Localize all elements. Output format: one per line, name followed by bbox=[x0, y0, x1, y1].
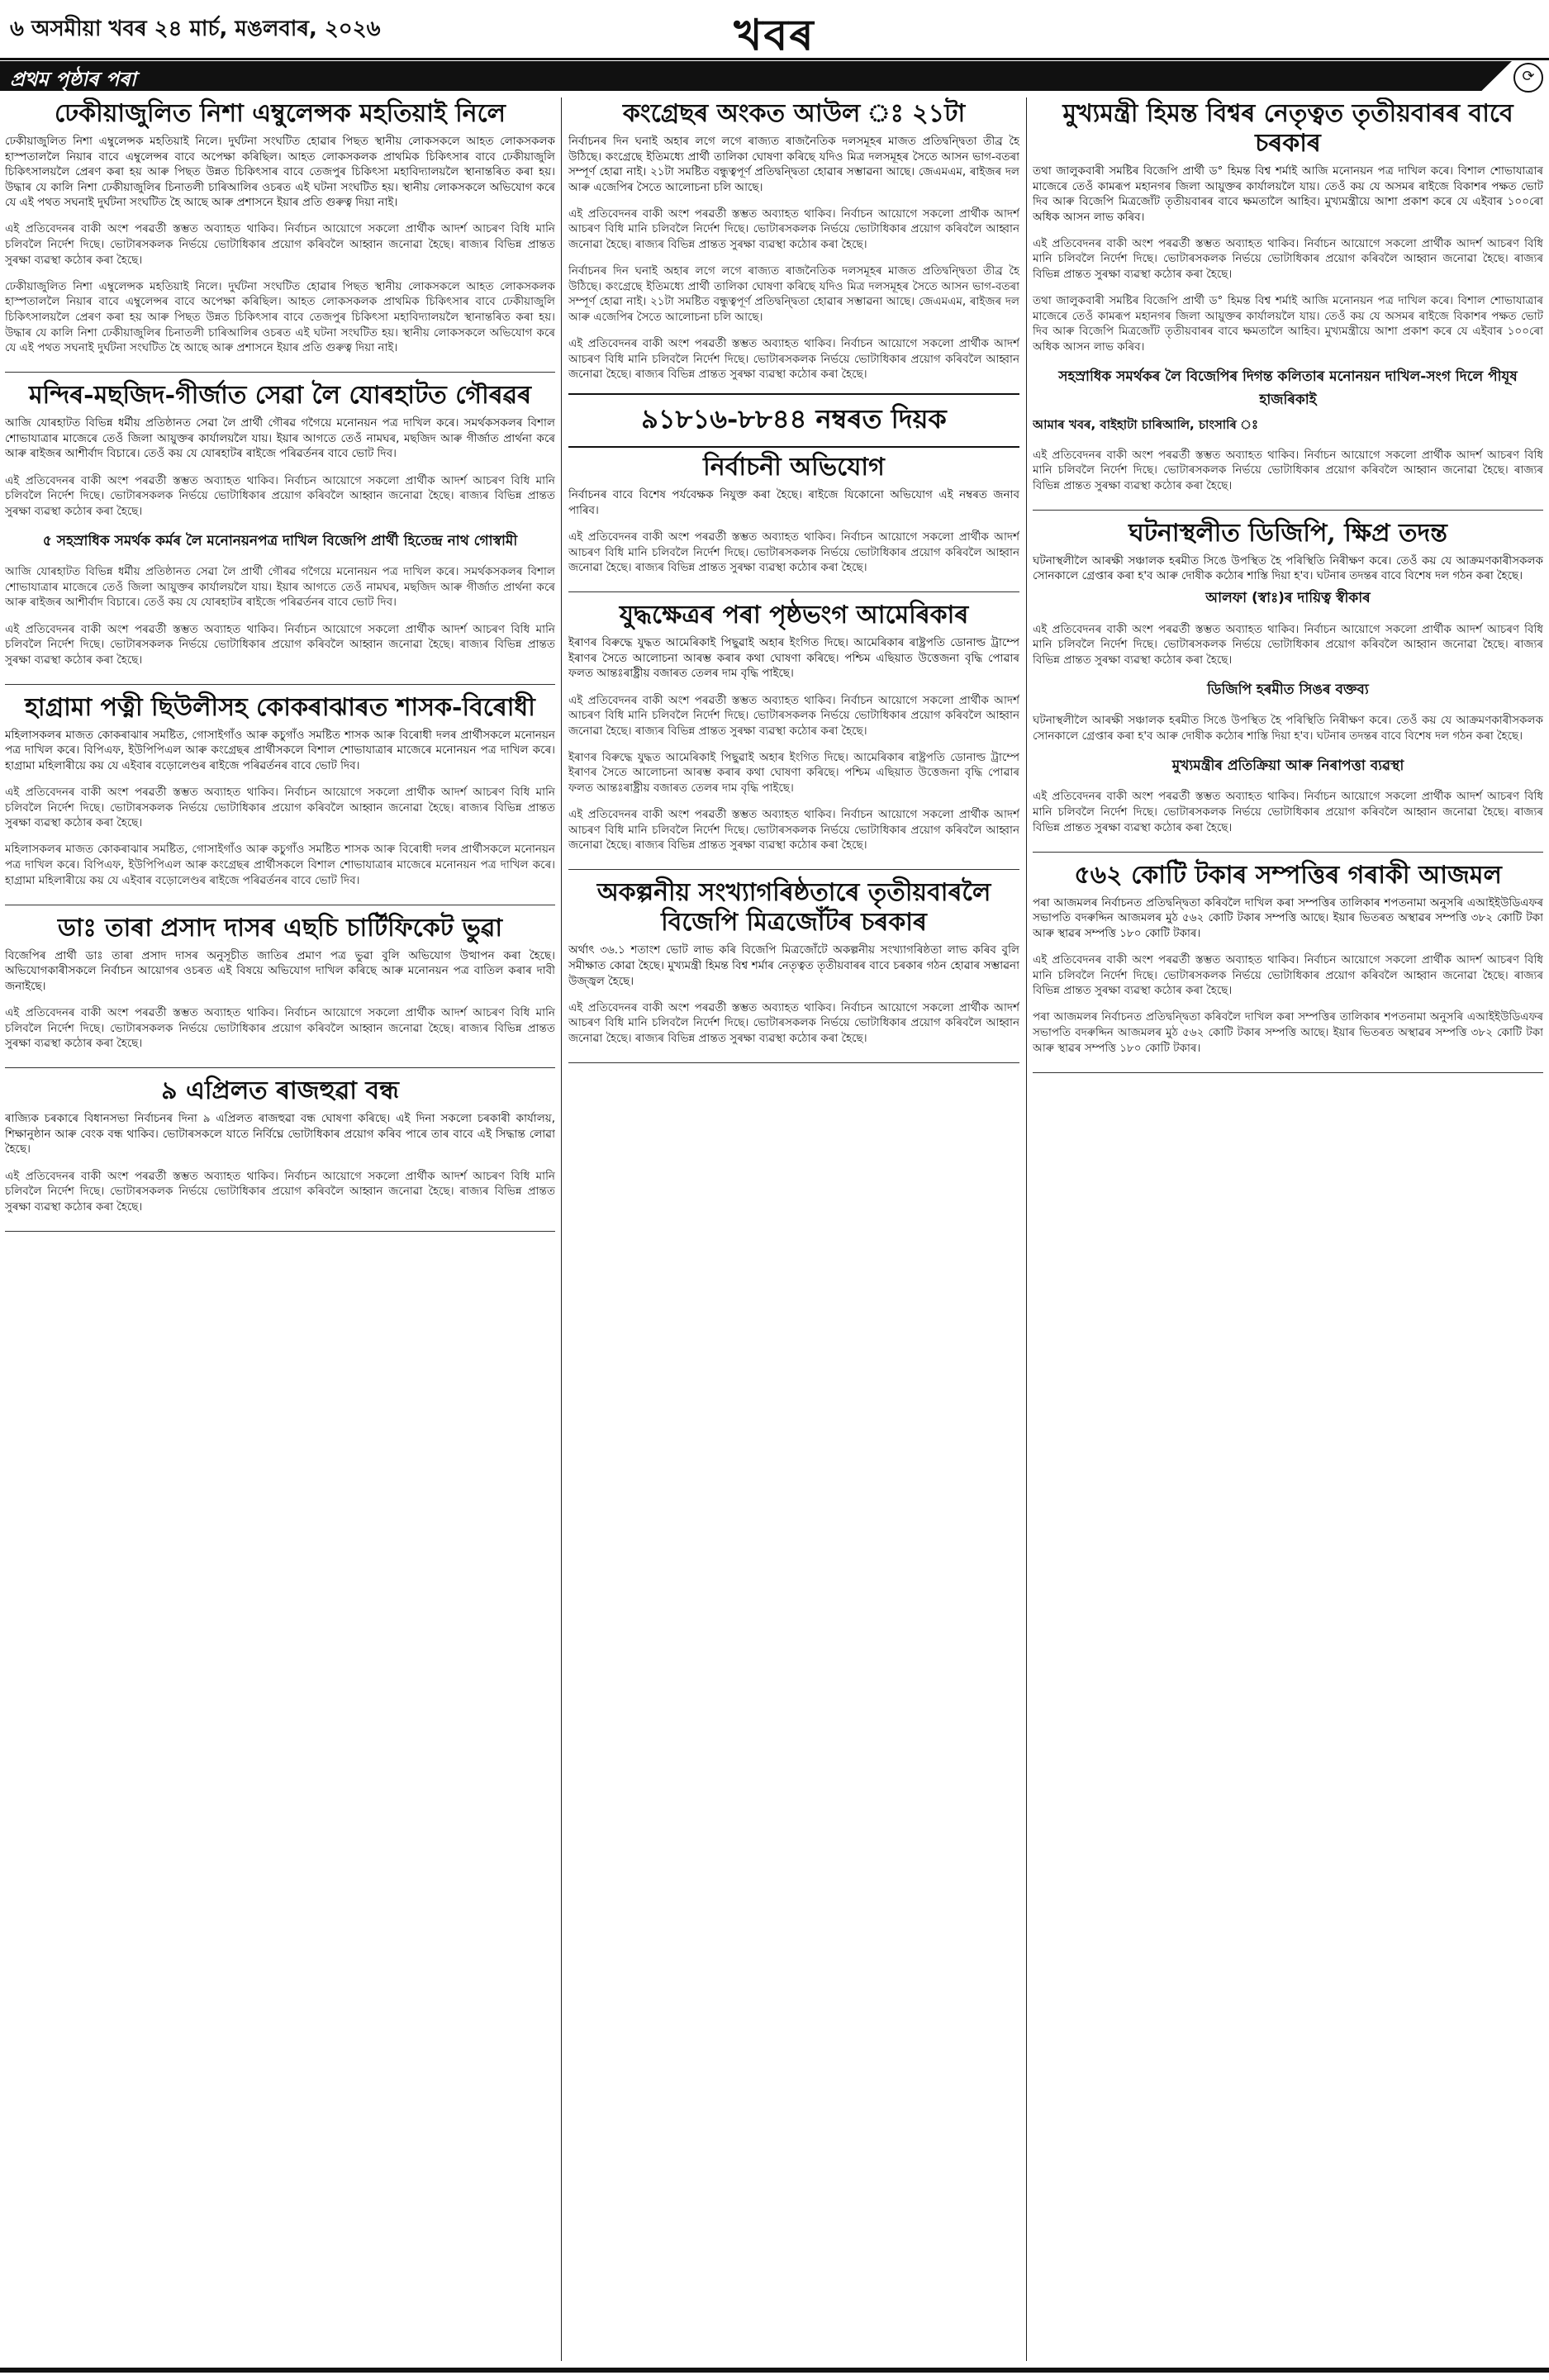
headline: যুদ্ধক্ষেত্ৰৰ পৰা পৃষ্ঠভংগ আমেৰিকাৰ bbox=[619, 601, 969, 630]
article-body-continued: এই প্ৰতিবেদনৰ বাকী অংশ পৰৱৰ্তী স্তম্ভত অব্যাহত থাকিব। নিৰ্বাচন আয়োগে সকলো প্ৰাৰ্থীক আদৰ্শ আচৰণ বিধি মানি চলিবলৈ নিৰ্দেশ দিছে। ভোটাৰসকলক নিৰ্ভয়ে ভোটাধিকাৰ প্ৰয়োগ কৰিবলৈ আহ্বান জনোৱা হৈছে। ৰাজ্যৰ বিভিন্ন প্ৰান্তত সুৰক্ষা ব্যৱস্থা কঠোৰ কৰা হৈছে। bbox=[1033, 236, 1543, 282]
article-body-continued: এই প্ৰতিবেদনৰ বাকী অংশ পৰৱৰ্তী স্তম্ভত অব্যাহত থাকিব। নিৰ্বাচন আয়োগে সকলো প্ৰাৰ্থীক আদৰ্শ আচৰণ বিধি মানি চলিবলৈ নিৰ্দেশ দিছে। ভোটাৰসকলক নিৰ্ভয়ে ভোটাধিকাৰ প্ৰয়োগ কৰিবলৈ আহ্বান জনোৱা হৈছে। ৰাজ্যৰ বিভিন্ন প্ৰান্তত সুৰক্ষা ব্যৱস্থা কঠোৰ কৰা হৈছে। bbox=[568, 530, 1019, 575]
headline: মন্দিৰ-মছজিদ-গীৰ্জাত সেৱা লৈ যোৰহাটত গৌৰৱৰ bbox=[28, 381, 532, 411]
subheading: আলফা (স্বাঃ)ৰ দায়িত্ব স্বীকাৰ bbox=[1205, 590, 1371, 606]
section-banner bbox=[0, 61, 1537, 91]
column-divider bbox=[561, 97, 562, 2361]
article-body-continued: এই প্ৰতিবেদনৰ বাকী অংশ পৰৱৰ্তী স্তম্ভত অব্যাহত থাকিব। নিৰ্বাচন আয়োগে সকলো প্ৰাৰ্থীক আদৰ্শ আচৰণ বিধি মানি চলিবলৈ নিৰ্দেশ দিছে। ভোটাৰসকলক নিৰ্ভয়ে ভোটাধিকাৰ প্ৰয়োগ কৰিবলৈ আহ্বান জনোৱা হৈছে। ৰাজ্যৰ বিভিন্ন প্ৰান্তত সুৰক্ষা ব্যৱস্থা কঠোৰ কৰা হৈছে। bbox=[568, 693, 1019, 738]
subheading: সহস্ৰাধিক সমৰ্থকৰ লৈ বিজেপিৰ দিগন্ত কলিতাৰ মনোনয়ন দাখিল-সংগ দিলে পীযূষ হাজৰিকাই bbox=[1058, 368, 1518, 409]
article-body-continued: ঢেকীয়াজুলিত নিশা এম্বুলেন্সক মহতিয়াই নিলে। দুৰ্ঘটনা সংঘটিত হোৱাৰ পিছত স্থানীয় লোকসকলে আহত লোকসকলক হাস্পতাললৈ নিয়াৰ বাবে এম্বুলেন্সৰ বাবে অপেক্ষা কৰিছিল। আহত লোকসকলক প্ৰাথমিক চিকিৎসাৰ বাবে ঢেকীয়াজুলি চিকিৎসালয়লৈ প্ৰেৰণ কৰা হয় আৰু পিছত উন্নত চিকিৎসাৰ বাবে তেজপুৰ চিকিৎসা মহাবিদ্যালয়লৈ স্থানান্তৰিত কৰা হয়। উদ্ধাৰ যে কালি নিশা ঢেকীয়াজুলিৰ চিনাতলী চাৰিআলিৰ ওচৰত এই ঘটনা সংঘটিত হয়। স্থানীয় লোকসকলে অভিযোগ কৰে যে এই পথত সঘনাই দুৰ্ঘটনা সংঘটিত হৈ আছে আৰু প্ৰশাসনে ইয়াৰ প্ৰতি গুৰুত্ব দিয়া নাই। bbox=[5, 279, 555, 355]
article-body-continued: এই প্ৰতিবেদনৰ বাকী অংশ পৰৱৰ্তী স্তম্ভত অব্যাহত থাকিব। নিৰ্বাচন আয়োগে সকলো প্ৰাৰ্থীক আদৰ্শ আচৰণ বিধি মানি চলিবলৈ নিৰ্দেশ দিছে। ভোটাৰসকলক নিৰ্ভয়ে ভোটাধিকাৰ প্ৰয়োগ কৰিবলৈ আহ্বান জনোৱা হৈছে। ৰাজ্যৰ বিভিন্ন প্ৰান্তত সুৰক্ষা ব্যৱস্থা কঠোৰ কৰা হৈছে। bbox=[568, 337, 1019, 382]
article-jorhat bbox=[5, 381, 555, 685]
article-dgp-investigation bbox=[1033, 519, 1543, 853]
article-body: আজি যোৰহাটত বিভিন্ন ধৰ্মীয় প্ৰতিষ্ঠানত সেৱা লৈ প্ৰাৰ্থী গৌৰৱ গগৈয়ে মনোনয়ন পত্ৰ দাখিল কৰে। সমৰ্থকসকলৰ বিশাল শোভাযাত্ৰাৰ মাজেৰে তেওঁ জিলা আয়ুক্তৰ কাৰ্যালয়লৈ যায়। ইয়াৰ আগতে তেওঁ নামঘৰ, মছজিদ আৰু গীৰ্জাত প্ৰাৰ্থনা কৰে আৰু ৰাইজৰ আশীৰ্বাদ বিচাৰে। তেওঁ কয় যে যোৰহাটৰ ৰাইজে পৰিৱৰ্তনৰ বাবে ভোট দিব। bbox=[5, 416, 555, 461]
article-body: ঢেকীয়াজুলিত নিশা এম্বুলেন্সক মহতিয়াই নিলে। দুৰ্ঘটনা সংঘটিত হোৱাৰ পিছত স্থানীয় লোকসকলে আহত লোকসকলক হাস্পতাললৈ নিয়াৰ বাবে এম্বুলেন্সৰ বাবে অপেক্ষা কৰিছিল। আহত লোকসকলক প্ৰাথমিক চিকিৎসাৰ বাবে ঢেকীয়াজুলি চিকিৎসালয়লৈ প্ৰেৰণ কৰা হয় আৰু পিছত উন্নত চিকিৎসাৰ বাবে তেজপুৰ চিকিৎসা মহাবিদ্যালয়লৈ স্থানান্তৰিত কৰা হয়। উদ্ধাৰ যে কালি নিশা ঢেকীয়াজুলিৰ চিনাতলী চাৰিআলিৰ ওচৰত এই ঘটনা সংঘটিত হয়। স্থানীয় লোকসকলে অভিযোগ কৰে যে এই পথত সঘনাই দুৰ্ঘটনা সংঘটিত হৈ আছে আৰু প্ৰশাসনে ইয়াৰ প্ৰতি গুৰুত্ব দিয়া নাই। bbox=[5, 135, 555, 210]
subheading: ৫ সহস্ৰাধিক সমৰ্থক কৰ্মৰ লৈ মনোনয়নপত্ৰ দাখিল বিজেপি প্ৰাৰ্থী হিতেন্দ্ৰ নাথ গোস্বামী bbox=[42, 532, 518, 549]
article-body-continued: এই প্ৰতিবেদনৰ বাকী অংশ পৰৱৰ্তী স্তম্ভত অব্যাহত থাকিব। নিৰ্বাচন আয়োগে সকলো প্ৰাৰ্থীক আদৰ্শ আচৰণ বিধি মানি চলিবলৈ নিৰ্দেশ দিছে। ভোটাৰসকলক নিৰ্ভয়ে ভোটাধিকাৰ প্ৰয়োগ কৰিবলৈ আহ্বান জনোৱা হৈছে। ৰাজ্যৰ বিভিন্ন প্ৰান্তত সুৰক্ষা ব্যৱস্থা কঠোৰ কৰা হৈছে। bbox=[568, 1000, 1019, 1045]
article-body-continued: এই প্ৰতিবেদনৰ বাকী অংশ পৰৱৰ্তী স্তম্ভত অব্যাহত থাকিব। নিৰ্বাচন আয়োগে সকলো প্ৰাৰ্থীক আদৰ্শ আচৰণ বিধি মানি চলিবলৈ নিৰ্দেশ দিছে। ভোটাৰসকলক নিৰ্ভয়ে ভোটাধিকাৰ প্ৰয়োগ কৰিবলৈ আহ্বান জনোৱা হৈছে। ৰাজ্যৰ বিভিন্ন প্ৰান্তত সুৰক্ষা ব্যৱস্থা কঠোৰ কৰা হৈছে। bbox=[568, 808, 1019, 853]
article-public-holiday bbox=[5, 1076, 555, 1232]
article-body-continued: এই প্ৰতিবেদনৰ বাকী অংশ পৰৱৰ্তী স্তম্ভত অব্যাহত থাকিব। নিৰ্বাচন আয়োগে সকলো প্ৰাৰ্থীক আদৰ্শ আচৰণ বিধি মানি চলিবলৈ নিৰ্দেশ দিছে। ভোটাৰসকলক নিৰ্ভয়ে ভোটাধিকাৰ প্ৰয়োগ কৰিবলৈ আহ্বান জনোৱা হৈছে। ৰাজ্যৰ বিভিন্ন প্ৰান্তত সুৰক্ষা ব্যৱস্থা কঠোৰ কৰা হৈছে। bbox=[1033, 622, 1543, 667]
banner-bar bbox=[0, 61, 1512, 91]
article-body-continued: এই প্ৰতিবেদনৰ বাকী অংশ পৰৱৰ্তী স্তম্ভত অব্যাহত থাকিব। নিৰ্বাচন আয়োগে সকলো প্ৰাৰ্থীক আদৰ্শ আচৰণ বিধি মানি চলিবলৈ নিৰ্দেশ দিছে। ভোটাৰসকলক নিৰ্ভয়ে ভোটাধিকাৰ প্ৰয়োগ কৰিবলৈ আহ্বান জনোৱা হৈছে। ৰাজ্যৰ বিভিন্ন প্ৰান্তত সুৰক্ষা ব্যৱস্থা কঠোৰ কৰা হৈছে। bbox=[5, 786, 555, 830]
headline: ঢেকীয়াজুলিত নিশা এম্বুলেন্সক মহতিয়াই নিলে bbox=[55, 99, 506, 128]
section-label: প্ৰথম পৃষ্ঠাৰ পৰা bbox=[10, 68, 136, 91]
article-bjp-majority bbox=[568, 878, 1019, 1063]
article-body: ৰাজ্যিক চৰকাৰে বিধানসভা নিৰ্বাচনৰ দিনা ৯ এপ্ৰিলত ৰাজহুৱা বন্ধ ঘোষণা কৰিছে। এই দিনা সকলো চৰকাৰী কাৰ্যালয়, শিক্ষানুষ্ঠান আৰু বেংক বন্ধ থাকিব। ভোটাৰসকলে যাতে নিৰ্বিঘ্নে ভোটাধিকাৰ প্ৰয়োগ কৰিব পাৰে তাৰ বাবে এই সিদ্ধান্ত লোৱা হৈছে। bbox=[5, 1112, 555, 1157]
headline: কংগ্ৰেছৰ অংকত আউল ঃ ২১টা bbox=[622, 99, 966, 128]
article-kokrajhar bbox=[5, 693, 555, 905]
page-info: ৬ অসমীয়া খবৰ ২৪ মাৰ্চ, মঙলবাৰ, ২০২৬ bbox=[10, 17, 381, 41]
article-america-war bbox=[568, 601, 1019, 870]
headline: ৫৬২ কোটি টকাৰ সম্পত্তিৰ গৰাকী আজমল bbox=[1074, 860, 1502, 890]
article-body-continued: মহিলাসকলৰ মাজত কোকৰাঝাৰ সমষ্টিত, গোসাইগাঁও আৰু কচুগাঁও সমষ্টিত শাসক আৰু বিৰোধী দলৰ প্ৰাৰ্থীসকলে মনোনয়ন পত্ৰ দাখিল কৰে। বিপিএফ, ইউপিপিএল আৰু কংগ্ৰেছৰ প্ৰাৰ্থীসকলে বিশাল শোভাযাত্ৰাৰ মাজেৰে মনোনয়ন পত্ৰ দাখিল কৰে। হাগ্ৰামা মহিলাৰীয়ে কয় যে এইবাৰ বড়োলেণ্ডৰ ৰাইজে পৰিৱৰ্তনৰ বাবে ভোট দিব। bbox=[5, 843, 555, 887]
headline: অকল্পনীয় সংখ্যাগৰিষ্ঠতাৰে তৃতীয়বাৰলৈ বিজেপি মিত্ৰজোঁটৰ চৰকাৰ bbox=[596, 878, 991, 938]
article-dhekiajuli bbox=[5, 99, 555, 373]
masthead bbox=[0, 0, 1549, 60]
swirl-icon: ⟳ bbox=[1513, 63, 1543, 93]
article-body-continued: তথা জালুকবাৰী সমষ্টিৰ বিজেপি প্ৰাৰ্থী ড° হিমন্ত বিশ্ব শৰ্মাই আজি মনোনয়ন পত্ৰ দাখিল কৰে। বিশাল শোভাযাত্ৰাৰ মাজেৰে তেওঁ কামৰূপ মহানগৰ জিলা আয়ুক্তৰ কাৰ্যালয়লৈ যায়। তেওঁ কয় যে অসমৰ ৰাইজে বিকাশৰ পক্ষত ভোট দিব আৰু বিজেপি মিত্ৰজোঁট তৃতীয়বাৰৰ বাবে ক্ষমতালৈ আহিব। মুখ্যমন্ত্ৰীয়ে আশা প্ৰকাশ কৰে যে এইবাৰ ১০০ৰো অধিক আসন লাভ কৰিব। bbox=[1033, 294, 1543, 354]
column-2 bbox=[568, 97, 1019, 2361]
article-body: নিৰ্বাচনৰ দিন ঘনাই অহাৰ লগে লগে ৰাজ্যত ৰাজনৈতিক দলসমূহৰ মাজত প্ৰতিদ্বন্দ্বিতা তীব্ৰ হৈ উঠিছে। কংগ্ৰেছে ইতিমধ্যে প্ৰাৰ্থী তালিকা ঘোষণা কৰিছে যদিও মিত্ৰ দলসমূহৰ সৈতে আসন ভাগ-বতৰা সম্পূৰ্ণ হোৱা নাই। ২১টা সমষ্টিত বন্ধুত্বপূৰ্ণ প্ৰতিদ্বন্দ্বিতা হোৱাৰ সম্ভাৱনা আছে। জেএমএম, ৰাইজৰ দল আৰু এজেপিৰ সৈতে আলোচনা চলি আছে। bbox=[568, 135, 1019, 194]
subheading: ডিজিপি হৰমীত সিঙৰ বক্তব্য bbox=[1207, 681, 1369, 698]
article-body: তথা জালুকবাৰী সমষ্টিৰ বিজেপি প্ৰাৰ্থী ড° হিমন্ত বিশ্ব শৰ্মাই আজি মনোনয়ন পত্ৰ দাখিল কৰে। বিশাল শোভাযাত্ৰাৰ মাজেৰে তেওঁ কামৰূপ মহানগৰ জিলা আয়ুক্তৰ কাৰ্যালয়লৈ যায়। তেওঁ কয় যে অসমৰ ৰাইজে বিকাশৰ পক্ষত ভোট দিব আৰু বিজেপি মিত্ৰজোঁট তৃতীয়বাৰৰ বাবে ক্ষমতালৈ আহিব। মুখ্যমন্ত্ৰীয়ে আশা প্ৰকাশ কৰে যে এইবাৰ ১০০ৰো অধিক আসন লাভ কৰিব। bbox=[1033, 164, 1543, 224]
article-ajmal-assets bbox=[1033, 861, 1543, 1073]
paper-title: খবৰ bbox=[734, 10, 815, 60]
byline: আমাৰ খবৰ, বাইহাটা চাৰিআলি, চাংসাৰি ঃ bbox=[1033, 417, 1259, 433]
column-divider bbox=[1026, 97, 1027, 2361]
article-tara-prasad-das bbox=[5, 914, 555, 1069]
article-body: মহিলাসকলৰ মাজত কোকৰাঝাৰ সমষ্টিত, গোসাইগাঁও আৰু কচুগাঁও সমষ্টিত শাসক আৰু বিৰোধী দলৰ প্ৰাৰ্থীসকলে মনোনয়ন পত্ৰ দাখিল কৰে। বিপিএফ, ইউপিপিএল আৰু কংগ্ৰেছৰ প্ৰাৰ্থীসকলে বিশাল শোভাযাত্ৰাৰ মাজেৰে মনোনয়ন পত্ৰ দাখিল কৰে। হাগ্ৰামা মহিলাৰীয়ে কয় যে এইবাৰ বড়োলেণ্ডৰ ৰাইজে পৰিৱৰ্তনৰ বাবে ভোট দিব। bbox=[5, 728, 555, 773]
article-body: বিজেপিৰ প্ৰাৰ্থী ডাঃ তাৰা প্ৰসাদ দাসৰ অনুসূচীত জাতিৰ প্ৰমাণ পত্ৰ ভুৱা বুলি অভিযোগ উত্থাপন কৰা হৈছে। অভিযোগকাৰীসকলে নিৰ্বাচন আয়োগৰ ওচৰত এই বিষয়ে অভিযোগ দাখিল কৰিছে আৰু মনোনয়ন পত্ৰ বাতিল কৰাৰ দাবী জনাইছে। bbox=[5, 948, 555, 993]
article-congress-seats bbox=[568, 99, 1019, 592]
article-body-continued: এই প্ৰতিবেদনৰ বাকী অংশ পৰৱৰ্তী স্তম্ভত অব্যাহত থাকিব। নিৰ্বাচন আয়োগে সকলো প্ৰাৰ্থীক আদৰ্শ আচৰণ বিধি মানি চলিবলৈ নিৰ্দেশ দিছে। ভোটাৰসকলক নিৰ্ভয়ে ভোটাধিকাৰ প্ৰয়োগ কৰিবলৈ আহ্বান জনোৱা হৈছে। ৰাজ্যৰ বিভিন্ন প্ৰান্তত সুৰক্ষা ব্যৱস্থা কঠোৰ কৰা হৈছে। bbox=[5, 473, 555, 518]
subheading: মুখ্যমন্ত্ৰীৰ প্ৰতিক্ৰিয়া আৰু নিৰাপত্তা ব্যৱস্থা bbox=[1171, 757, 1404, 774]
article-body-continued: এই প্ৰতিবেদনৰ বাকী অংশ পৰৱৰ্তী স্তম্ভত অব্যাহত থাকিব। নিৰ্বাচন আয়োগে সকলো প্ৰাৰ্থীক আদৰ্শ আচৰণ বিধি মানি চলিবলৈ নিৰ্দেশ দিছে। ভোটাৰসকলক নিৰ্ভয়ে ভোটাধিকাৰ প্ৰয়োগ কৰিবলৈ আহ্বান জনোৱা হৈছে। ৰাজ্যৰ বিভিন্ন প্ৰান্তত সুৰক্ষা ব্যৱস্থা কঠোৰ কৰা হৈছে। bbox=[5, 1169, 555, 1214]
article-body: অৰ্থাৎ ৩৬.১ শতাংশ ভোট লাভ কৰি বিজেপি মিত্ৰজোঁটে অকল্পনীয় সংখ্যাগৰিষ্ঠতা লাভ কৰিব বুলি সমীক্ষাত কোৱা হৈছে। মুখ্যমন্ত্ৰী হিমন্ত বিশ্ব শৰ্মাৰ নেতৃত্বত তৃতীয়বাৰৰ বাবে চৰকাৰ গঠন হোৱাৰ সম্ভাৱনা উজ্জ্বল হৈছে। bbox=[568, 943, 1019, 988]
article-body-continued: ঘটনাস্থলীলৈ আৰক্ষী সঞ্চালক হৰমীত সিঙে উপস্থিত হৈ পৰিস্থিতি নিৰীক্ষণ কৰে। তেওঁ কয় যে আক্ৰমণকাৰীসকলক সোনকালে গ্ৰেপ্তাৰ কৰা হ'ব আৰু দোষীক কঠোৰ শাস্তি দিয়া হ'ব। ঘটনাৰ তদন্তৰ বাবে বিশেষ দল গঠন কৰা হৈছে। bbox=[1033, 714, 1543, 743]
article-body-continued: ইৰাণৰ বিৰুদ্ধে যুদ্ধত আমেৰিকাই পিছুৱাই অহাৰ ইংগিত দিছে। আমেৰিকাৰ ৰাষ্ট্ৰপতি ডোনাল্ড ট্ৰাম্পে ইৰাণৰ সৈতে আলোচনা আৰম্ভ কৰাৰ কথা ঘোষণা কৰিছে। পশ্চিম এছিয়াত উত্তেজনা বৃদ্ধি পোৱাৰ ফলত আন্তঃৰাষ্ট্ৰীয় বজাৰত তেলৰ দাম বৃদ্ধি পাইছে। bbox=[568, 750, 1019, 796]
article-body-continued: এই প্ৰতিবেদনৰ বাকী অংশ পৰৱৰ্তী স্তম্ভত অব্যাহত থাকিব। নিৰ্বাচন আয়োগে সকলো প্ৰাৰ্থীক আদৰ্শ আচৰণ বিধি মানি চলিবলৈ নিৰ্দেশ দিছে। ভোটাৰসকলক নিৰ্ভয়ে ভোটাধিকাৰ প্ৰয়োগ কৰিবলৈ আহ্বান জনোৱা হৈছে। ৰাজ্যৰ বিভিন্ন প্ৰান্তত সুৰক্ষা ব্যৱস্থা কঠোৰ কৰা হৈছে। bbox=[1033, 953, 1543, 998]
article-body-continued: এই প্ৰতিবেদনৰ বাকী অংশ পৰৱৰ্তী স্তম্ভত অব্যাহত থাকিব। নিৰ্বাচন আয়োগে সকলো প্ৰাৰ্থীক আদৰ্শ আচৰণ বিধি মানি চলিবলৈ নিৰ্দেশ দিছে। ভোটাৰসকলক নিৰ্ভয়ে ভোটাধিকাৰ প্ৰয়োগ কৰিবলৈ আহ্বান জনোৱা হৈছে। ৰাজ্যৰ বিভিন্ন প্ৰান্তত সুৰক্ষা ব্যৱস্থা কঠোৰ কৰা হৈছে। bbox=[5, 222, 555, 267]
article-body: ইৰাণৰ বিৰুদ্ধে যুদ্ধত আমেৰিকাই পিছুৱাই অহাৰ ইংগিত দিছে। আমেৰিকাৰ ৰাষ্ট্ৰপতি ডোনাল্ড ট্ৰাম্পে ইৰাণৰ সৈতে আলোচনা আৰম্ভ কৰাৰ কথা ঘোষণা কৰিছে। পশ্চিম এছিয়াত উত্তেজনা বৃদ্ধি পোৱাৰ ফলত আন্তঃৰাষ্ট্ৰীয় বজাৰত তেলৰ দাম বৃদ্ধি পাইছে। bbox=[568, 636, 1019, 681]
headline: হাগ্ৰামা পত্নী ছিউলীসহ কোকৰাঝাৰত শাসক-বিৰোধী bbox=[25, 692, 535, 722]
column-1 bbox=[5, 97, 555, 2361]
article-chief-minister bbox=[1033, 99, 1543, 511]
headline: ঘটনাস্থলীত ডিজিপি, ক্ষিপ্ৰ তদন্ত bbox=[1128, 518, 1447, 548]
helpline-title: নিৰ্বাচনী অভিযোগ bbox=[703, 453, 885, 482]
headline: মুখ্যমন্ত্ৰী হিমন্ত বিশ্বৰ নেতৃত্বত তৃতীয়বাৰৰ বাবে চৰকাৰ bbox=[1062, 99, 1513, 158]
headline: ৯ এপ্ৰিলত ৰাজহুৱা বন্ধ bbox=[161, 1076, 399, 1106]
article-body-continued: এই প্ৰতিবেদনৰ বাকী অংশ পৰৱৰ্তী স্তম্ভত অব্যাহত থাকিব। নিৰ্বাচন আয়োগে সকলো প্ৰাৰ্থীক আদৰ্শ আচৰণ বিধি মানি চলিবলৈ নিৰ্দেশ দিছে। ভোটাৰসকলক নিৰ্ভয়ে ভোটাধিকাৰ প্ৰয়োগ কৰিবলৈ আহ্বান জনোৱা হৈছে। ৰাজ্যৰ বিভিন্ন প্ৰান্তত সুৰক্ষা ব্যৱস্থা কঠোৰ কৰা হৈছে। bbox=[1033, 790, 1543, 834]
article-body-continued: আজি যোৰহাটত বিভিন্ন ধৰ্মীয় প্ৰতিষ্ঠানত সেৱা লৈ প্ৰাৰ্থী গৌৰৱ গগৈয়ে মনোনয়ন পত্ৰ দাখিল কৰে। সমৰ্থকসকলৰ বিশাল শোভাযাত্ৰাৰ মাজেৰে তেওঁ জিলা আয়ুক্তৰ কাৰ্যালয়লৈ যায়। ইয়াৰ আগতে তেওঁ নামঘৰ, মছজিদ আৰু গীৰ্জাত প্ৰাৰ্থনা কৰে আৰু ৰাইজৰ আশীৰ্বাদ বিচাৰে। তেওঁ কয় যে যোৰহাটৰ ৰাইজে পৰিৱৰ্তনৰ বাবে ভোট দিব। bbox=[5, 565, 555, 610]
article-body-continued: এই প্ৰতিবেদনৰ বাকী অংশ পৰৱৰ্তী স্তম্ভত অব্যাহত থাকিব। নিৰ্বাচন আয়োগে সকলো প্ৰাৰ্থীক আদৰ্শ আচৰণ বিধি মানি চলিবলৈ নিৰ্দেশ দিছে। ভোটাৰসকলক নিৰ্ভয়ে ভোটাধিকাৰ প্ৰয়োগ কৰিবলৈ আহ্বান জনোৱা হৈছে। ৰাজ্যৰ বিভিন্ন প্ৰান্তত সুৰক্ষা ব্যৱস্থা কঠোৰ কৰা হৈছে। bbox=[5, 1005, 555, 1051]
article-body: পৰা আজমলৰ নিৰ্বাচনত প্ৰতিদ্বন্দ্বিতা কৰিবলৈ দাখিল কৰা সম্পত্তিৰ তালিকাৰ শপতনামা অনুসৰি এআইইউডিএফৰ সভাপতি বদৰুদ্দিন আজমলৰ মুঠ ৫৬২ কোটি টকাৰ সম্পত্তি আছে। ইয়াৰ ভিতৰত অস্থাৱৰ সম্পত্তি ৩৮২ কোটি টকা আৰু স্থাৱৰ সম্পত্তি ১৮০ কোটি টকাৰ। bbox=[1033, 895, 1543, 940]
helpline-number: ৯১৮১৬-৮৮৪৪ নম্বৰত দিয়ক bbox=[568, 393, 1019, 448]
helpline-body: নিৰ্বাচনৰ বাবে বিশেষ পৰ্যবেক্ষক নিযুক্ত কৰা হৈছে। ৰাইজে যিকোনো অভিযোগ এই নম্বৰত জনাব পাৰিব। bbox=[568, 488, 1019, 517]
article-body-continued: নিৰ্বাচনৰ দিন ঘনাই অহাৰ লগে লগে ৰাজ্যত ৰাজনৈতিক দলসমূহৰ মাজত প্ৰতিদ্বন্দ্বিতা তীব্ৰ হৈ উঠিছে। কংগ্ৰেছে ইতিমধ্যে প্ৰাৰ্থী তালিকা ঘোষণা কৰিছে যদিও মিত্ৰ দলসমূহৰ সৈতে আসন ভাগ-বতৰা সম্পূৰ্ণ হোৱা নাই। ২১টা সমষ্টিত বন্ধুত্বপূৰ্ণ প্ৰতিদ্বন্দ্বিতা হোৱাৰ সম্ভাৱনা আছে। জেএমএম, ৰাইজৰ দল আৰু এজেপিৰ সৈতে আলোচনা চলি আছে। bbox=[568, 264, 1019, 324]
article-body-continued: এই প্ৰতিবেদনৰ বাকী অংশ পৰৱৰ্তী স্তম্ভত অব্যাহত থাকিব। নিৰ্বাচন আয়োগে সকলো প্ৰাৰ্থীক আদৰ্শ আচৰণ বিধি মানি চলিবলৈ নিৰ্দেশ দিছে। ভোটাৰসকলক নিৰ্ভয়ে ভোটাধিকাৰ প্ৰয়োগ কৰিবলৈ আহ্বান জনোৱা হৈছে। ৰাজ্যৰ বিভিন্ন প্ৰান্তত সুৰক্ষা ব্যৱস্থা কঠোৰ কৰা হৈছে। bbox=[1033, 448, 1543, 492]
footer-rule bbox=[0, 2368, 1549, 2373]
headline: ডাঃ তাৰা প্ৰসাদ দাসৰ এছচি চাৰ্টিফিকেট ভুৱা bbox=[57, 913, 503, 943]
article-body-continued: পৰা আজমলৰ নিৰ্বাচনত প্ৰতিদ্বন্দ্বিতা কৰিবলৈ দাখিল কৰা সম্পত্তিৰ তালিকাৰ শপতনামা অনুসৰি এআইইউডিএফৰ সভাপতি বদৰুদ্দিন আজমলৰ মুঠ ৫৬২ কোটি টকাৰ সম্পত্তি আছে। ইয়াৰ ভিতৰত অস্থাৱৰ সম্পত্তি ৩৮২ কোটি টকা আৰু স্থাৱৰ সম্পত্তি ১৮০ কোটি টকাৰ। bbox=[1033, 1010, 1543, 1055]
article-body-continued: এই প্ৰতিবেদনৰ বাকী অংশ পৰৱৰ্তী স্তম্ভত অব্যাহত থাকিব। নিৰ্বাচন আয়োগে সকলো প্ৰাৰ্থীক আদৰ্শ আচৰণ বিধি মানি চলিবলৈ নিৰ্দেশ দিছে। ভোটাৰসকলক নিৰ্ভয়ে ভোটাধিকাৰ প্ৰয়োগ কৰিবলৈ আহ্বান জনোৱা হৈছে। ৰাজ্যৰ বিভিন্ন প্ৰান্তত সুৰক্ষা ব্যৱস্থা কঠোৰ কৰা হৈছে। bbox=[568, 207, 1019, 252]
article-body: ঘটনাস্থলীলৈ আৰক্ষী সঞ্চালক হৰমীত সিঙে উপস্থিত হৈ পৰিস্থিতি নিৰীক্ষণ কৰে। তেওঁ কয় যে আক্ৰমণকাৰীসকলক সোনকালে গ্ৰেপ্তাৰ কৰা হ'ব আৰু দোষীক কঠোৰ শাস্তি দিয়া হ'ব। ঘটনাৰ তদন্তৰ বাবে বিশেষ দল গঠন কৰা হৈছে। bbox=[1033, 553, 1543, 583]
article-body-continued: এই প্ৰতিবেদনৰ বাকী অংশ পৰৱৰ্তী স্তম্ভত অব্যাহত থাকিব। নিৰ্বাচন আয়োগে সকলো প্ৰাৰ্থীক আদৰ্শ আচৰণ বিধি মানি চলিবলৈ নিৰ্দেশ দিছে। ভোটাৰসকলক নিৰ্ভয়ে ভোটাধিকাৰ প্ৰয়োগ কৰিবলৈ আহ্বান জনোৱা হৈছে। ৰাজ্যৰ বিভিন্ন প্ৰান্তত সুৰক্ষা ব্যৱস্থা কঠোৰ কৰা হৈছে। bbox=[5, 622, 555, 667]
column-3 bbox=[1033, 97, 1543, 2361]
